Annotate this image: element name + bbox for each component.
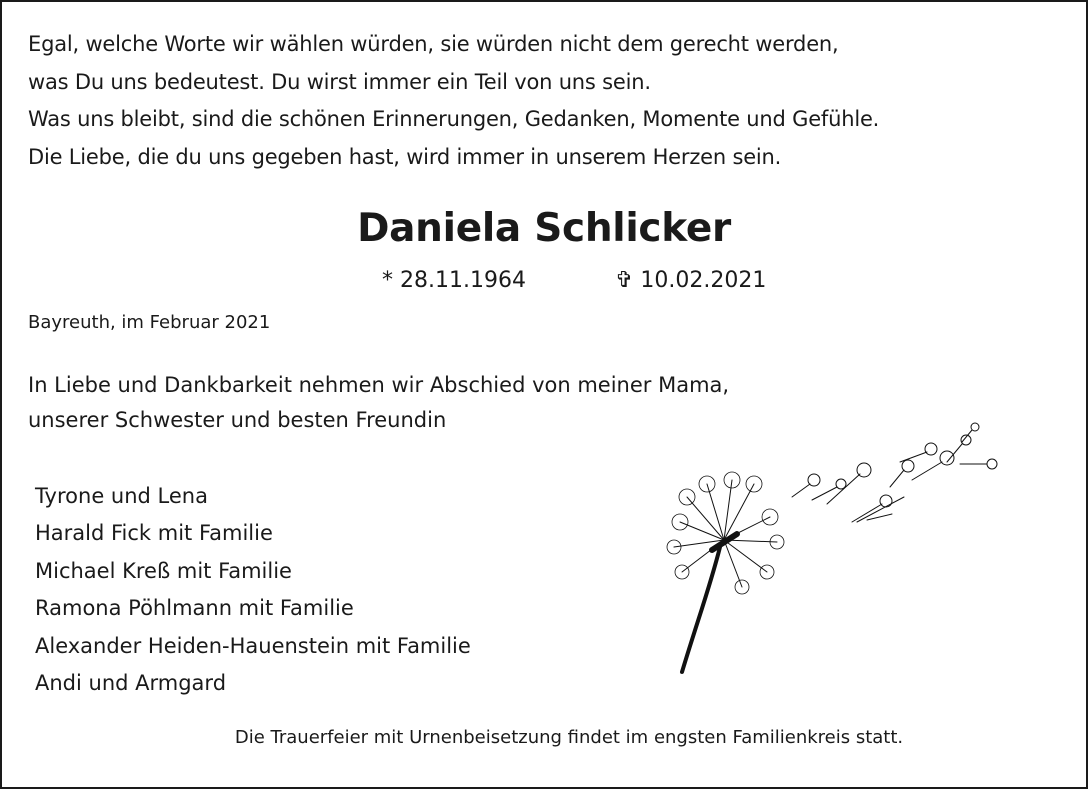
- poem-line: Was uns bleibt, sind die schönen Erinnerungen, Gedanken, Momente und Gefühle.: [28, 107, 880, 131]
- mourner-item: Alexander Heiden-Hauenstein mit Familie: [35, 633, 471, 658]
- mourner-item: Ramona Pöhlmann mit Familie: [35, 596, 354, 621]
- poem-line: was Du uns bedeutest. Du wirst immer ein Teil von uns sein.: [28, 69, 651, 94]
- place-date: Bayreuth, im Februar 2021: [28, 312, 271, 333]
- deceased-name: Daniela Schlicker: [357, 206, 731, 251]
- farewell-line: unserer Schwester und besten Freundin: [28, 408, 447, 432]
- mourner-item: Michael Kreß mit Familie: [35, 558, 292, 583]
- death-date: ✞ 10.02.2021: [615, 268, 767, 293]
- poem-line: Die Liebe, die du uns gegeben hast, wird immer in unserem Herzen sein.: [28, 144, 782, 169]
- dandelion-icon: [642, 422, 1022, 682]
- birth-date: * 28.11.1964: [382, 268, 526, 293]
- farewell-line: In Liebe und Dankbarkeit nehmen wir Abschied von meiner Mama,: [28, 373, 730, 397]
- farewell-text: [28, 368, 729, 438]
- mourner-item: Harald Fick mit Familie: [35, 521, 273, 546]
- mourner-item: Tyrone und Lena: [35, 484, 208, 508]
- poem: [28, 26, 879, 176]
- mourner-item: Andi und Armgard: [35, 671, 227, 696]
- poem-line: Egal, welche Worte wir wählen würden, sie würden nicht dem gerecht werden,: [28, 32, 839, 56]
- funeral-note: Die Trauerfeier mit Urnenbeisetzung findet im engsten Familienkreis statt.: [234, 727, 904, 748]
- mourners-list: [35, 478, 471, 702]
